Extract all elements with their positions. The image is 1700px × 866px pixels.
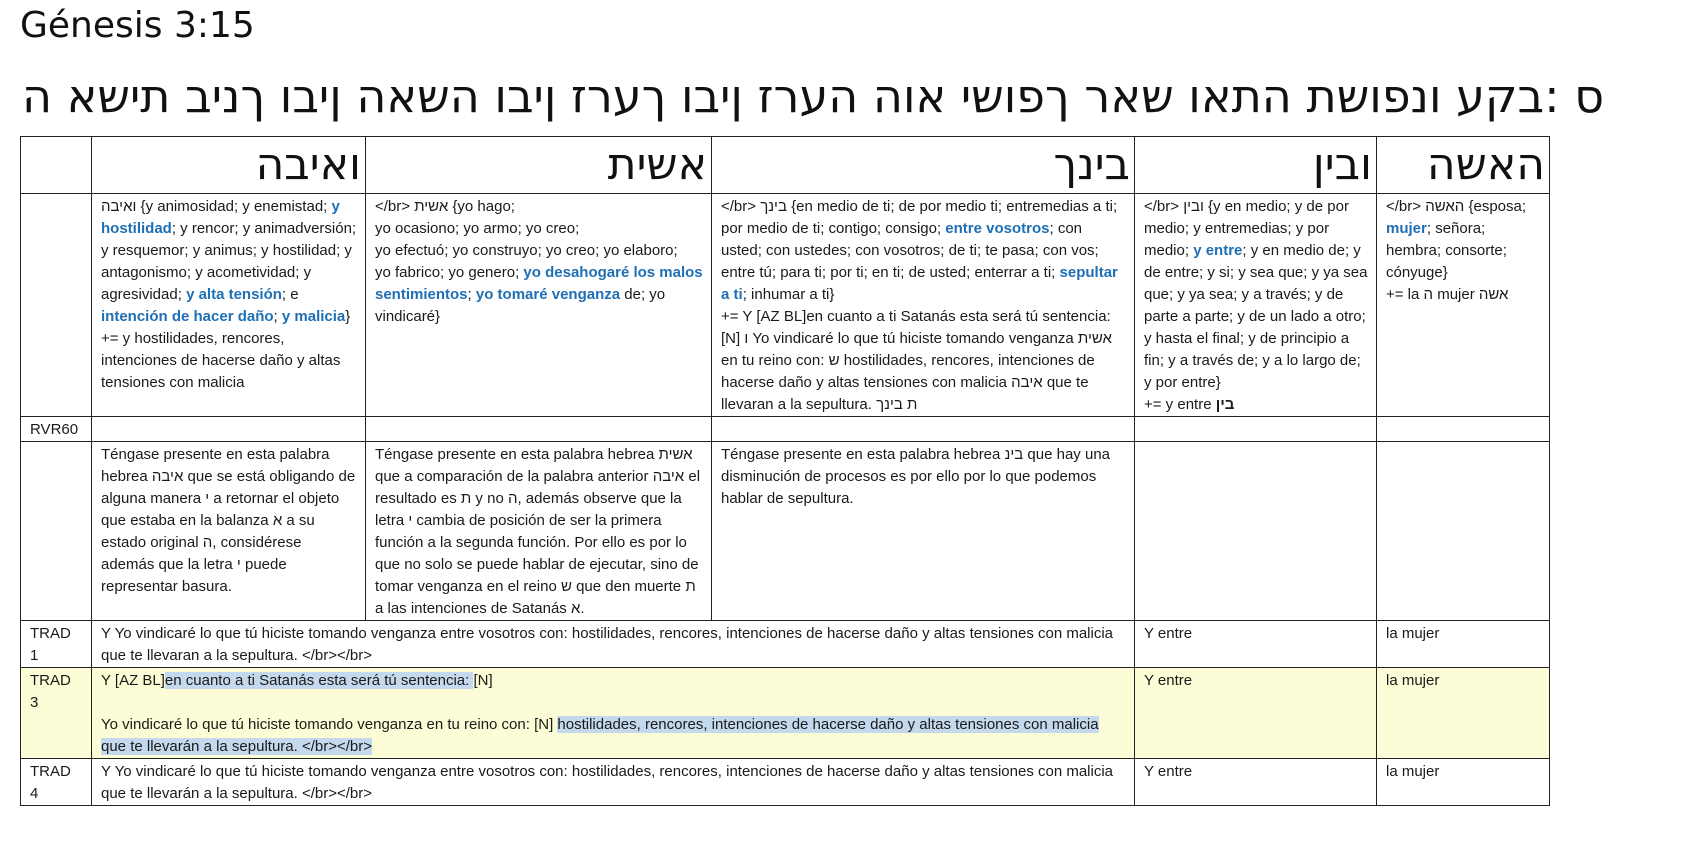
translation-text-part: Y [AZ BL] [101, 672, 165, 689]
translation-text-part: [N] [473, 672, 493, 689]
definition-cell [1377, 194, 1550, 417]
definition-text [375, 262, 703, 328]
translation-row-3 [21, 668, 1550, 759]
definition-text: ; y en medio de; y de entre; y si; y sea que; y ya sea que; y ya sea; y a través; y de parte a parte; y de un lado a otro; y hasta el final; y de principio a fin; y a través de; y a lo largo de; y por entre} [1144, 242, 1368, 391]
emphasized-term: mujer [1386, 220, 1427, 237]
rvr60-cell [366, 417, 712, 442]
notes-label-cell [21, 442, 92, 621]
hebrew-root: בין [1215, 396, 1235, 413]
rvr60-cell [1135, 417, 1377, 442]
definition-summary [1144, 394, 1368, 416]
header-label-cell [21, 137, 92, 194]
hebrew-word: ואיבה [255, 139, 361, 190]
hebrew-verse [0, 66, 1700, 128]
translation-text: Y Yo vindicaré lo que tú hiciste tomando venganza entre vosotros con: hostilidades, rencores, intenciones de hacerse daño y altas tensiones con malicia que te llevarán a la sepultura. </br></br> [92, 759, 1135, 806]
definition-text: yo efectuó; yo construyo; yo creo; yo elaboro; [375, 242, 678, 259]
translation-text [92, 668, 1135, 759]
emphasized-term: y hostilidad [101, 198, 340, 237]
definition-cell [366, 194, 712, 417]
definition-text: ואיבה {y animosidad; y enemistad; [101, 198, 332, 215]
rvr60-cell [712, 417, 1135, 442]
definitions-row [21, 194, 1550, 417]
definition-text: ; e [281, 286, 299, 303]
emphasized-term: y entre [1193, 242, 1243, 259]
hebrew-word: ובין [1312, 139, 1372, 190]
emphasized-term: yo tomaré venganza [475, 286, 621, 303]
header-cell [1135, 137, 1377, 194]
header-cell [366, 137, 712, 194]
notes-row [21, 442, 1550, 621]
hebrew-word: האשה [1426, 139, 1545, 190]
translation-line [101, 714, 1126, 758]
translation-word: la mujer [1377, 621, 1550, 668]
emphasized-term: entre vosotros [945, 220, 1050, 237]
definition-text: ; inhumar a ti} [742, 286, 835, 303]
definition-cell [1135, 194, 1377, 417]
highlighted-text: </br></br> [297, 738, 373, 755]
translation-line [101, 670, 1126, 692]
header-cell [712, 137, 1135, 194]
definition-summary: += y hostilidades, rencores, intenciones de hacerse daño y altas tensiones con malicia [101, 330, 341, 391]
note-cell: Téngase presente en esta palabra hebrea בינ que hay una disminución de procesos es por ello por lo que podemos hablar de sepultura. [712, 442, 1135, 621]
header-row [21, 137, 1550, 194]
rvr60-row [21, 417, 1550, 442]
highlighted-text: en cuanto a ti Satanás esta será tú sentencia: [164, 672, 474, 689]
hebrew-word: בינך [1053, 139, 1130, 190]
translation-word: Y entre [1135, 668, 1377, 759]
definition-text: de; yo vindicaré} [375, 286, 666, 325]
note-cell [1377, 442, 1550, 621]
emphasized-term: yo desahogaré los malos sentimientos [375, 264, 703, 303]
definition-text: </br> בינך {en medio de ti; de por medio ti; entremedias a ti; por medio de ti; contigo; consigo; [721, 198, 1118, 237]
definition-summary: += Y [AZ BL]en cuanto a ti Satanás esta será tú sentencia: [N] ו Yo vindicaré lo que tú hiciste tomando venganza אשית en tu reino con: ש hostilidades, rencores, intenciones de hacerse daño y altas tensiones con malicia איבה que te llevaran a la sepultura. ת בינך [721, 308, 1112, 413]
note-cell: Téngase presente en esta palabra hebrea אשית que a comparación de la palabra anterior איבה el resultado es ת y no ה, además observe que la letra י cambia de posición de ser la primera función a la segunda función. Por ello es por lo que no solo se puede hablar de ejecutar, sino de tomar venganza en el reino ש que den muerte ת a las intenciones de Satanás א. [366, 442, 712, 621]
rvr60-cell [1377, 417, 1550, 442]
row-label: TRAD 1 [21, 621, 92, 668]
definition-text: } [345, 308, 351, 325]
row-label: TRAD 4 [21, 759, 92, 806]
definitions-label-cell [21, 194, 92, 417]
definition-text: += y entre [1144, 396, 1216, 413]
row-label: TRAD 3 [21, 668, 92, 759]
translation-text-part: Yo vindicaré lo que tú hiciste tomando venganza en tu reino con: [N] [101, 716, 558, 733]
translation-row-4 [21, 759, 1550, 806]
translation-word: Y entre [1135, 759, 1377, 806]
definition-text: </br> האשה {esposa; [1386, 198, 1527, 215]
note-cell: Téngase presente en esta palabra hebrea איבה que se está obligando de alguna manera י a retornar el objeto que estaba en la balanza א a su estado original ה, considérese además que la letra י puede representar basura. [92, 442, 366, 621]
header-cell [1377, 137, 1550, 194]
definition-text: ; [467, 286, 476, 303]
definition-text: yo ocasiono; yo armo; yo creo; [375, 220, 580, 237]
definition-cell [92, 194, 366, 417]
definition-text: yo fabrico; yo genero; [375, 264, 524, 281]
translation-word: la mujer [1377, 668, 1550, 759]
definition-text: ; señora; hembra; consorte; cónyuge} [1386, 220, 1507, 281]
definition-text: ; [273, 308, 282, 325]
definition-text: </br> אשית {yo hago; [375, 198, 515, 215]
hebrew-word: אשית [607, 139, 707, 190]
translation-text: Y Yo vindicaré lo que tú hiciste tomando venganza entre vosotros con: hostilidades, rencores, intenciones de hacerse daño y altas tensiones con malicia que te llevaran a la sepultura. </br></br> [92, 621, 1135, 668]
emphasized-term: y alta tensión [186, 286, 282, 303]
emphasized-term: y malicia [281, 308, 346, 325]
page-title: Génesis 3:15 [20, 5, 255, 46]
hebrew-verse-text: ה אשית בינך ובין האשה ובין זרעך ובין זרעה הוא ישופך ראש ואתה תשופנו עקב: ס [22, 69, 1605, 123]
definition-text: ; y rencor; y animadversión; y resquemor; y animus; y hostilidad; y antagonismo; y acometividad; y agresividad; [101, 220, 357, 303]
highlighted-text: hostilidades, rencores, intenciones de hacerse daño y altas tensiones con malicia que te llevarán a la sepultura. [101, 716, 1099, 755]
word-analysis-table [20, 136, 1550, 806]
definition-text: ; con usted; con ustedes; con vosotros; de ti; te pasa; con vos; entre tú; para ti; por ti; en ti; de usted; enterrar a ti; [721, 220, 1099, 281]
translation-row-1 [21, 621, 1550, 668]
translation-word: Y entre [1135, 621, 1377, 668]
definition-text: </br> ובין {y en medio; y de por medio; y entremedias; y por medio; [1144, 198, 1349, 259]
translation-word: la mujer [1377, 759, 1550, 806]
emphasized-term: sepultar a ti [721, 264, 1118, 303]
emphasized-term: intención de hacer daño [101, 308, 274, 325]
blank-line [101, 692, 1126, 714]
note-cell [1135, 442, 1377, 621]
definition-summary: += la ה mujer אשה [1386, 286, 1509, 303]
header-cell [92, 137, 366, 194]
definition-cell [712, 194, 1135, 417]
row-label: RVR60 [21, 417, 92, 442]
rvr60-cell [92, 417, 366, 442]
